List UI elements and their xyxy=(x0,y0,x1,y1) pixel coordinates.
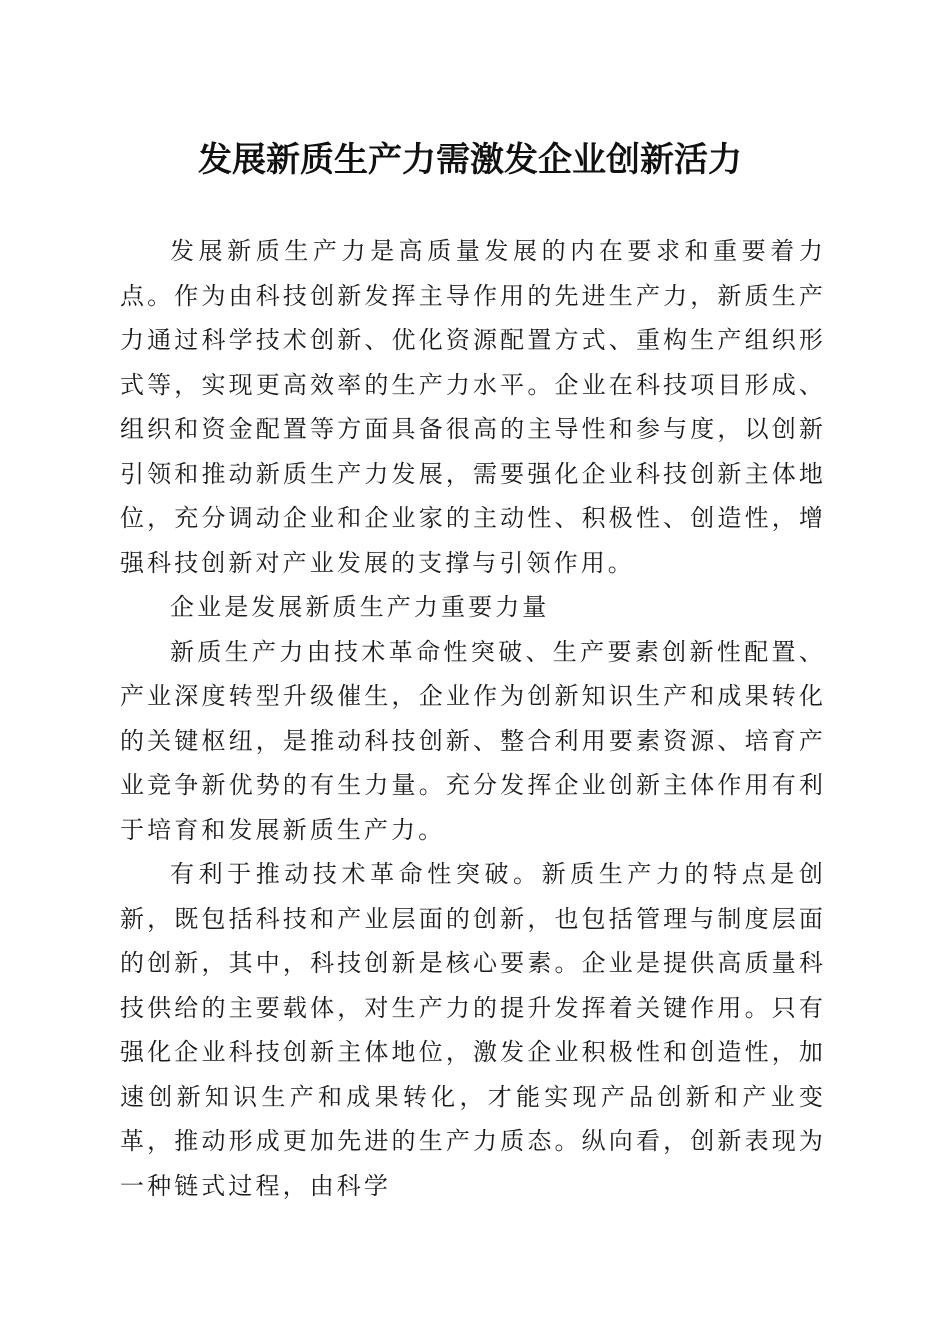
paragraph-tech-breakthrough: 有利于推动技术革命性突破。新质生产力的特点是创新，既包括科技和产业层面的创新，也包括管理与制度层面的创新，其中，科技创新是核心要素。企业是提供高质量科技供给的主要载体，对生产力的提升发挥着关键作用。只有强化企业科技创新主体地位，激发企业积极性和创造性，加速创新知识生产和成果转化，才能实现产品创新和产业变革，推动形成更加先进的生产力质态。纵向看，创新表现为一种链式过程，由科学 xyxy=(120,860,826,1200)
document-title: 发展新质生产力需激发企业创新活力 xyxy=(198,140,742,180)
paragraph-intro: 发展新质生产力是高质量发展的内在要求和重要着力点。作为由科技创新发挥主导作用的先进生产力，新质生产力通过科学技术创新、优化资源配置方式、重构生产组织形式等，实现更高效率的生产力水平。企业在科技项目形成、组织和资金配置等方面具备很高的主导性和参与度，以创新引领和推动新质生产力发展，需要强化企业科技创新主体地位，充分调动企业和企业家的主动性、积极性、创造性，增强科技创新对产业发展的支撑与引领作用。 xyxy=(120,237,826,577)
paragraph-enterprise-role: 新质生产力由技术革命性突破、生产要素创新性配置、产业深度转型升级催生，企业作为创新知识生产和成果转化的关键枢纽，是推动科技创新、整合利用要素资源、培育产业竞争新优势的有生力量。充分发挥企业创新主体作用有利于培育和发展新质生产力。 xyxy=(120,637,826,844)
document-body xyxy=(120,229,826,1208)
section-heading: 企业是发展新质生产力重要力量 xyxy=(170,593,550,621)
